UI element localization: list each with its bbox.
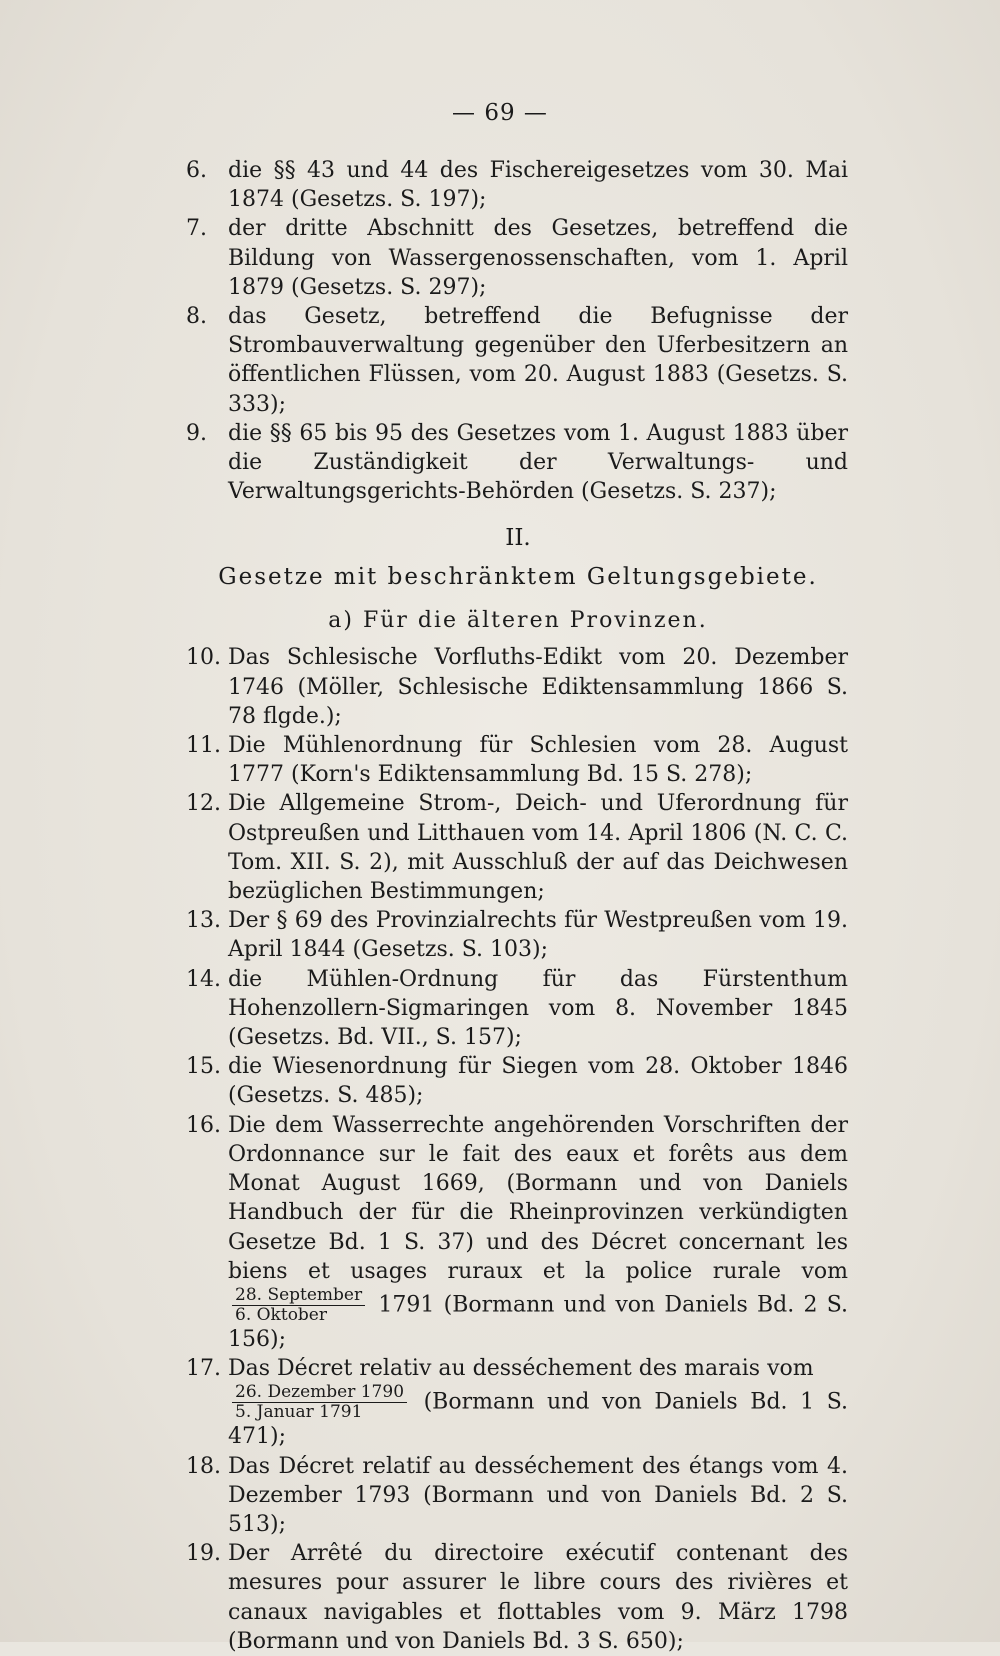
list-item xyxy=(188,643,848,731)
item-text xyxy=(228,1354,848,1451)
list-item xyxy=(188,1111,848,1354)
list-item xyxy=(188,906,848,964)
item-text: Der Arrêté du directoire exécutif contenant des mesures pour assurer le libre cours des rivières et canaux navigables et flottables vom 9. März 1798 (Bormann und von Daniels Bd. 3 S. 650); xyxy=(228,1541,848,1654)
date-fraction xyxy=(232,1286,365,1325)
page-number: — 69 — xyxy=(452,100,548,126)
provisions-list-general xyxy=(188,156,848,506)
list-item xyxy=(188,1539,848,1656)
item-text: das Gesetz, betreffend die Befugnisse der Strombauverwaltung gegenüber den Uferbesitzern an öffentlichen Flüssen, vom 20. August 1883 (Gesetzs. S. 333); xyxy=(228,304,848,417)
item-text-part: Die dem Wasserrechte angehörenden Vorschriften der Ordonnance sur le fait des eaux et forêts aus dem Monat August 1669, (Bormann und von Daniels Handbuch der für die Rheinprovinzen verkündigten Gesetze Bd. 1 S. 37) und des Décret concernant les biens et usages ruraux et la police rurale vom xyxy=(228,1112,848,1284)
fraction-denominator: 6. Oktober xyxy=(235,1304,327,1325)
item-number: 10. xyxy=(186,645,221,671)
item-text xyxy=(228,1111,848,1354)
item-number: 15. xyxy=(186,1054,221,1080)
item-text: Das Décret relatif au desséchement des étangs vom 4. Dezember 1793 (Bormann und von Daniels Bd. 2 S. 513); xyxy=(228,1453,848,1537)
section-title: Gesetze mit beschränktem Geltungsgebiete. xyxy=(218,564,818,591)
item-text-part: (Bormann und von Daniels Bd. 1 S. 471); xyxy=(228,1389,848,1450)
item-number: 17. xyxy=(186,1356,221,1382)
item-number: 9. xyxy=(186,420,207,446)
item-number: 19. xyxy=(186,1541,221,1567)
fraction-numerator: 28. September xyxy=(232,1286,365,1306)
section-subtitle: a) Für die älteren Provinzen. xyxy=(328,608,708,634)
item-number: 13. xyxy=(186,908,221,934)
item-text: Der § 69 des Provinzialrechts für Westpreußen vom 19. April 1844 (Gesetzs. S. 103); xyxy=(228,908,848,963)
item-number: 12. xyxy=(186,791,221,817)
list-item xyxy=(188,965,848,1053)
list-item xyxy=(188,156,848,214)
item-text: die Wiesenordnung für Siegen vom 28. Oktober 1846 (Gesetzs. S. 485); xyxy=(228,1054,848,1109)
fraction-denominator: 5. Januar 1791 xyxy=(235,1402,363,1423)
item-number: 7. xyxy=(186,216,207,242)
list-item xyxy=(188,419,848,507)
item-number: 14. xyxy=(186,966,221,992)
item-number: 11. xyxy=(186,733,221,759)
list-item xyxy=(188,302,848,419)
provisions-list-provinces xyxy=(188,643,848,1110)
item-text: Die Allgemeine Strom-, Deich- und Uferordnung für Ostpreußen und Litthauen vom 14. April 1806 (N. C. C. Tom. XII. S. 2), mit Ausschluß der auf das Deichwesen bezüglichen Bestimmungen; xyxy=(228,791,848,905)
list-item xyxy=(188,731,848,789)
item-text: der dritte Abschnitt des Gesetzes, betreffend die Bildung von Wassergenossenschaften, vom 1. April 1879 (Gesetzs. S. 297); xyxy=(228,216,848,300)
item-text: Das Schlesische Vorfluths-Edikt vom 20. Dezember 1746 (Möller, Schlesische Ediktensammlung 1866 S. 78 flgde.); xyxy=(228,645,848,729)
section-number: II. xyxy=(505,525,531,552)
list-item xyxy=(188,1354,848,1451)
item-text: Die Mühlenordnung für Schlesien vom 28. August 1777 (Korn's Ediktensammlung Bd. 15 S. 278); xyxy=(228,733,848,788)
item-text: die Mühlen-Ordnung für das Fürstenthum Hohenzollern-Sigmaringen vom 8. November 1845 (Gesetzs. Bd. VII., S. 157); xyxy=(228,966,848,1051)
list-item xyxy=(188,1452,848,1540)
item-number: 16. xyxy=(186,1112,221,1138)
item-number: 8. xyxy=(186,304,207,330)
provisions-list-end xyxy=(188,1452,848,1656)
fraction-numerator: 26. Dezember 1790 xyxy=(232,1383,407,1403)
item-number: 18. xyxy=(186,1453,221,1479)
item-number: 6. xyxy=(186,158,207,183)
item-text: die §§ 43 und 44 des Fischereigesetzes vom 30. Mai 1874 (Gesetzs. S. 197); xyxy=(228,158,848,213)
item-text-part: 1791 (Bormann und von Daniels Bd. 2 S. 156); xyxy=(228,1292,848,1352)
item-text: die §§ 65 bis 95 des Gesetzes vom 1. August 1883 über die Zuständigkeit der Verwaltungs- und Verwaltungsgerichts-Behörden (Gesetzs. S. 237); xyxy=(228,420,848,505)
item-text-part: Das Décret relativ au desséchement des marais vom xyxy=(228,1356,814,1382)
list-item xyxy=(188,214,848,302)
text-column xyxy=(188,156,848,1656)
list-item xyxy=(188,1052,848,1110)
list-item xyxy=(188,789,848,906)
date-fraction xyxy=(232,1383,407,1422)
